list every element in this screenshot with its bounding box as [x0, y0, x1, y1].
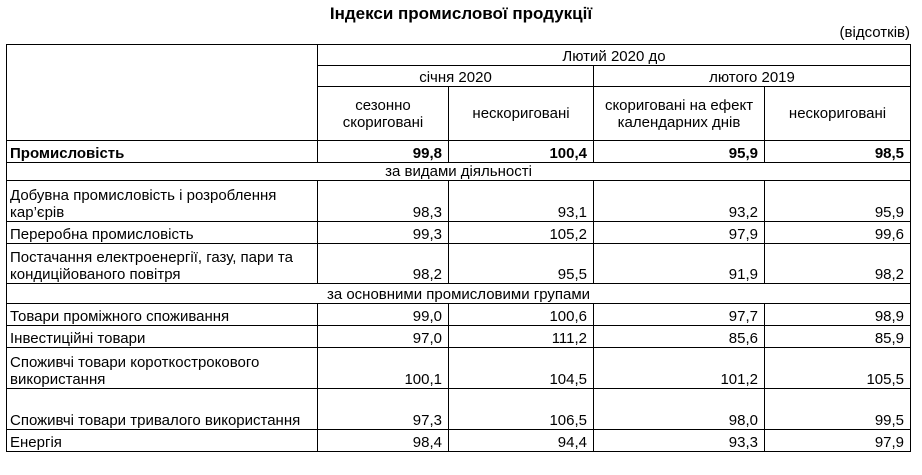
- row-label: Постачання електроенергії, газу, пари та кондиційованого повітря: [7, 244, 318, 284]
- row-value: 98,9: [765, 304, 911, 326]
- row-value: 99,5: [765, 389, 911, 430]
- section-title: за видами діяльності: [7, 163, 911, 181]
- row-label: Промисловість: [7, 141, 318, 163]
- header-row-top: [7, 45, 911, 66]
- row-label: Енергія: [7, 430, 318, 452]
- row-value: 95,9: [765, 181, 911, 222]
- header-group-jan: січня 2020: [318, 66, 594, 87]
- unit-label: (відсотків): [839, 24, 910, 41]
- row-value: 99,0: [318, 304, 449, 326]
- row-value: 99,6: [765, 222, 911, 244]
- row-value: 98,0: [594, 389, 765, 430]
- row-value: 98,4: [318, 430, 449, 452]
- header-col-unadjusted-jan: нескориговані: [449, 87, 594, 141]
- header-group-feb: лютого 2019: [594, 66, 911, 87]
- row-label: Споживчі товари тривалого використання: [7, 389, 318, 430]
- industrial-index-table: [6, 44, 911, 452]
- row-value: 105,5: [765, 348, 911, 389]
- row-value: 85,9: [765, 326, 911, 348]
- row-value: 95,5: [449, 244, 594, 284]
- row-value: 106,5: [449, 389, 594, 430]
- row-label: Переробна промисловість: [7, 222, 318, 244]
- header-col-calendar: скориговані на ефект календарних днів: [594, 87, 765, 141]
- row-value: 98,2: [318, 244, 449, 284]
- row-value: 97,7: [594, 304, 765, 326]
- row-value: 95,9: [594, 141, 765, 163]
- page-title: Індекси промислової продукції: [329, 4, 593, 23]
- header-corner-cell: [7, 45, 318, 141]
- row-value: 105,2: [449, 222, 594, 244]
- row-value: 99,8: [318, 141, 449, 163]
- table-row: [7, 244, 911, 284]
- section-row-groups: [7, 284, 911, 304]
- section-row-activity: [7, 163, 911, 181]
- row-label: Споживчі товари короткострокового використання: [7, 348, 318, 389]
- row-value: 98,5: [765, 141, 911, 163]
- row-value: 104,5: [449, 348, 594, 389]
- table-row: [7, 181, 911, 222]
- table-row: [7, 348, 911, 389]
- row-value: 100,1: [318, 348, 449, 389]
- row-value: 101,2: [594, 348, 765, 389]
- row-label: Добувна промисловість і розроблення кар’єрів: [7, 181, 318, 222]
- row-value: 98,3: [318, 181, 449, 222]
- table-row: [7, 326, 911, 348]
- row-value: 97,9: [765, 430, 911, 452]
- row-value: 97,0: [318, 326, 449, 348]
- table-row: [7, 304, 911, 326]
- row-value: 111,2: [449, 326, 594, 348]
- table-row: [7, 222, 911, 244]
- row-value: 97,9: [594, 222, 765, 244]
- row-value: 94,4: [449, 430, 594, 452]
- row-value: 93,3: [594, 430, 765, 452]
- row-value: 100,4: [449, 141, 594, 163]
- row-value: 97,3: [318, 389, 449, 430]
- header-top: Лютий 2020 до: [318, 45, 911, 66]
- table-row-industry: [7, 141, 911, 163]
- row-value: 98,2: [765, 244, 911, 284]
- row-value: 99,3: [318, 222, 449, 244]
- table-row: [7, 389, 911, 430]
- row-value: 93,1: [449, 181, 594, 222]
- row-value: 85,6: [594, 326, 765, 348]
- header-col-unadjusted-feb: нескориговані: [765, 87, 911, 141]
- row-value: 100,6: [449, 304, 594, 326]
- row-label: Інвестиційні товари: [7, 326, 318, 348]
- section-title: за основними промисловими групами: [7, 284, 911, 304]
- header-col-seasonal: сезонно скориговані: [318, 87, 449, 141]
- row-label: Товари проміжного споживання: [7, 304, 318, 326]
- row-value: 93,2: [594, 181, 765, 222]
- table-row: [7, 430, 911, 452]
- row-value: 91,9: [594, 244, 765, 284]
